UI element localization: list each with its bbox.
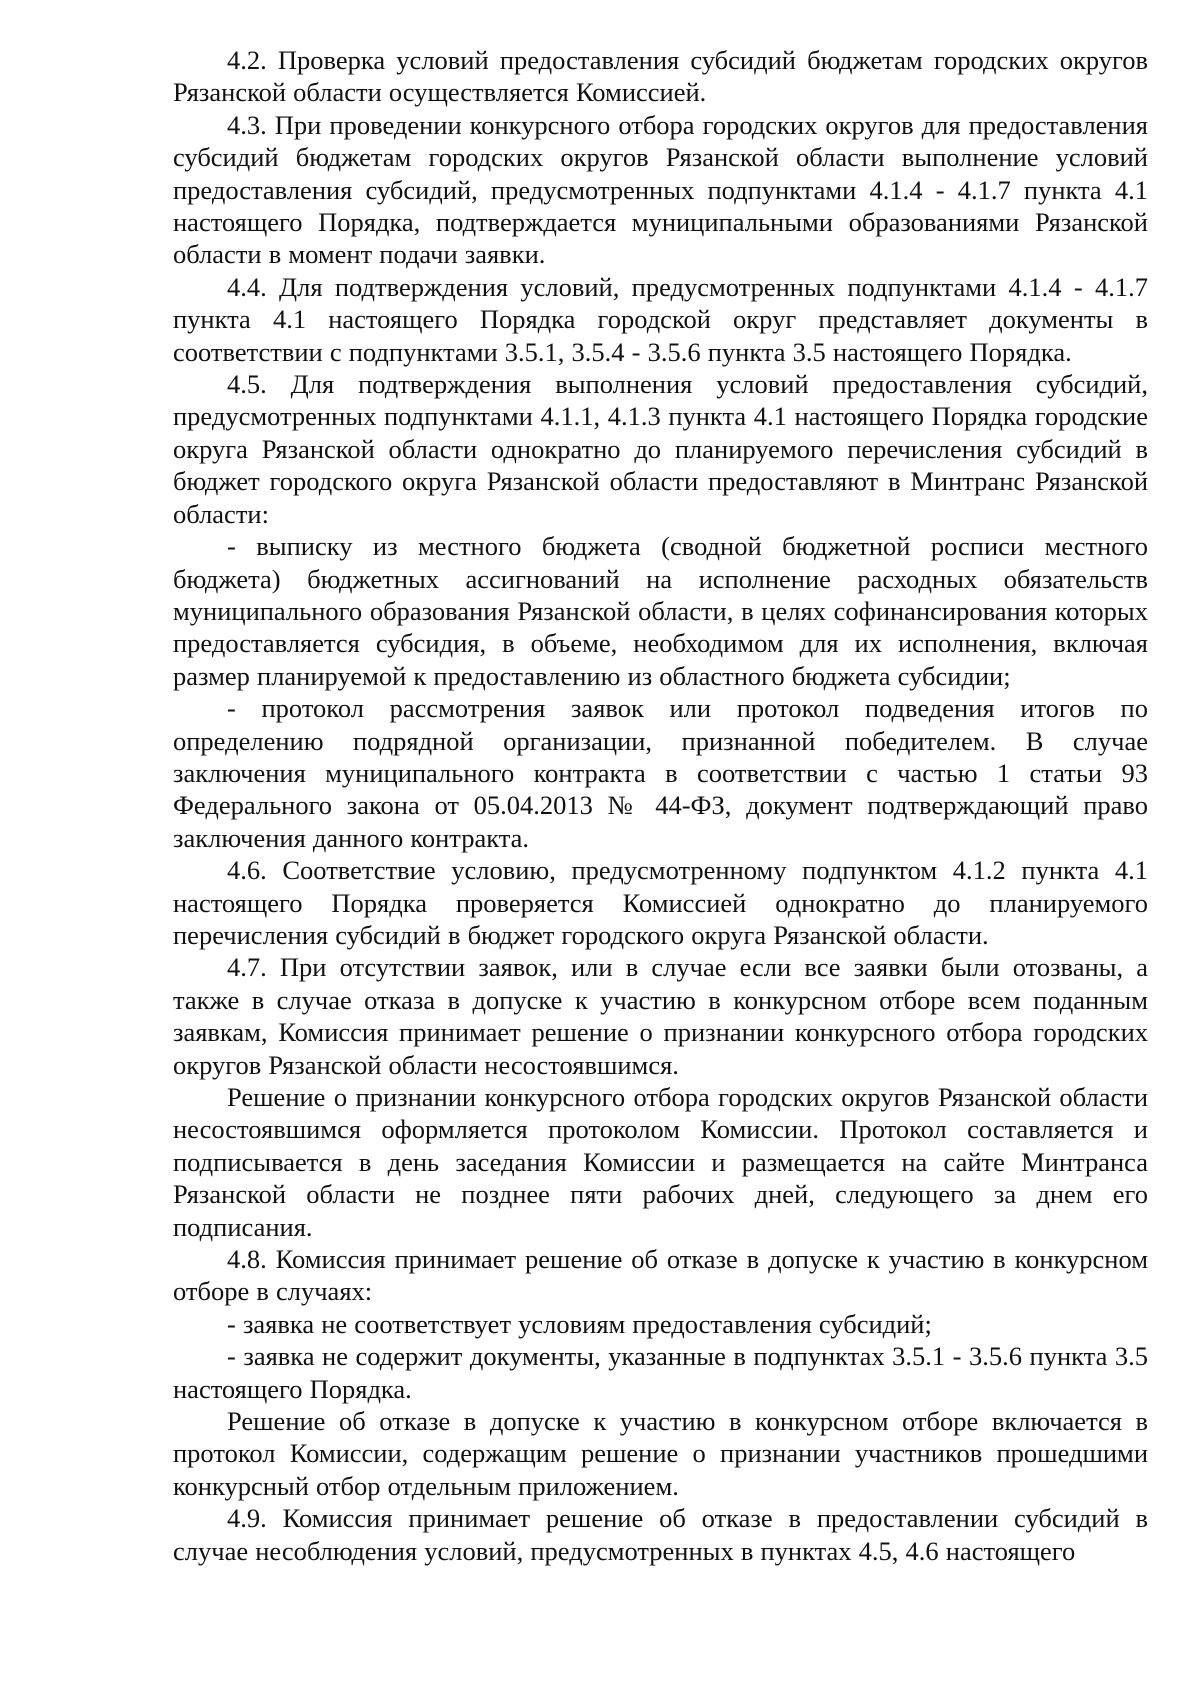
paragraph-4-6: 4.6. Соответствие условию, предусмотренному подпунктом 4.1.2 пункта 4.1 настоящего Порядка проверяется Комиссией однократно до планируемого перечисления субсидий в бюджет городского округа Рязанской области. [173,855,1148,950]
list-item-protocol: - протокол рассмотрения заявок или протокол подведения итогов по определению подрядной организации, признанной победителем. В случае заключения муниципального контракта в соответствии с частью 1 статьи 93 Федерального закона от 05.04.2013 № 44-ФЗ, документ подтверждающий право заключения данного контракта. [173,693,1148,853]
paragraph-4-9: 4.9. Комиссия принимает решение об отказе в предоставлении субсидий в случае несоблюдения условий, предусмотренных в пунктах 4.5, 4.6 настоящего [173,1503,1148,1566]
paragraph-4-2: 4.2. Проверка условий предоставления субсидий бюджетам городских округов Рязанской области осуществляется Комиссией. [173,45,1148,108]
list-item-noncompliant-application: - заявка не соответствует условиям предоставления субсидий; [227,1308,932,1339]
paragraph-4-3: 4.3. При проведении конкурсного отбора городских округов для предоставления субсидий бюджетам городских округов Рязанской области выполнение условий предоставления субсидий, предусмотренных подпунктами 4.1.4 - 4.1.7 пункта 4.1 настоящего Порядка, подтверждается муниципальными образованиями Рязанской области в момент подачи заявки. [173,109,1148,270]
paragraph-4-5: 4.5. Для подтверждения выполнения условий предоставления субсидий, предусмотренных подпунктами 4.1.1, 4.1.3 пункта 4.1 настоящего Порядка городские округа Рязанской области однократно до планируемого перечисления субсидий в бюджет городского округа Рязанской области предоставляют в Минтранс Рязанской области: [173,369,1148,529]
paragraph-decision-failed-selection: Решение о признании конкурсного отбора городских округов Рязанской области несостоявшимся оформляется протоколом Комиссии. Протокол составляется и подписывается в день заседания Комиссии и размещается на сайте Минтранса Рязанской области не позднее пяти рабочих дней, следующего за днем его подписания. [173,1082,1148,1242]
paragraph-4-7: 4.7. При отсутствии заявок, или в случае если все заявки были отозваны, а также в случае отказа в допуске к участию в конкурсном отборе всем поданным заявкам, Комиссия принимает решение о признании конкурсного отбора городских округов Рязанской области несостоявшимся. [173,952,1148,1080]
list-item-budget-extract: - выписку из местного бюджета (сводной бюджетной росписи местного бюджета) бюджетных ассигнований на исполнение расходных обязательств муниципального образования Рязанской области, в целях софинансирования которых предоставляется субсидия, в объеме, необходимом для их исполнения, включая размер планируемой к предоставлению из областного бюджета субсидии; [173,531,1148,691]
list-item-missing-documents: - заявка не содержит документы, указанные в подпунктах 3.5.1 - 3.5.6 пункта 3.5 настоящего Порядка. [173,1341,1148,1404]
paragraph-refusal-decision: Решение об отказе в допуске к участию в конкурсном отборе включается в протокол Комиссии, содержащим решение о признании участников прошедшими конкурсный отбор отдельным приложением. [173,1406,1148,1501]
paragraph-4-8: 4.8. Комиссия принимает решение об отказе в допуске к участию в конкурсном отборе в случаях: [173,1244,1148,1307]
paragraph-4-4: 4.4. Для подтверждения условий, предусмотренных подпунктами 4.1.4 - 4.1.7 пункта 4.1 настоящего Порядка городской округ представляет документы в соответствии с подпунктами 3.5.1, 3.5.4 - 3.5.6 пункта 3.5 настоящего Порядка. [173,271,1148,367]
